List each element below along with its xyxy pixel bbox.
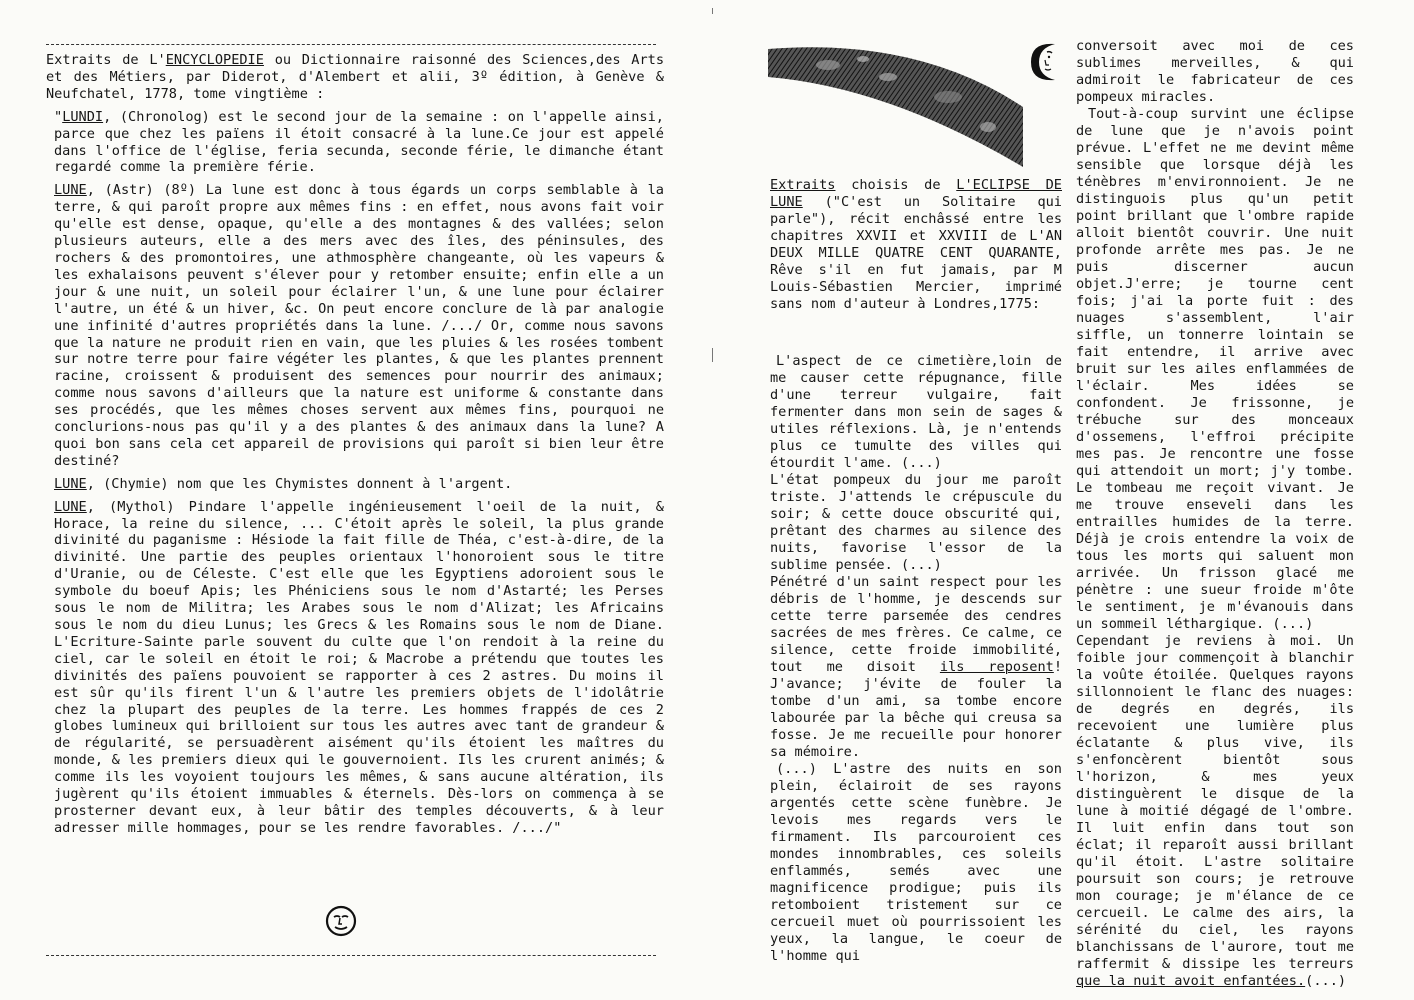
entry-term: LUNE (54, 498, 87, 515)
paragraph: L'aspect de ce cimetière,loin de me causer cette répugnance, fille d'une terreur vulgaire, fait fermenter dans mon sein de sages & utiles réflexions. Là, je n'entends plus ce tumulte des villes qui étourdit l'ame. (...) (770, 353, 1062, 471)
entry-lune-chymie: LUNE, (Chymie) nom que les Chymistes donnent à l'argent. (54, 475, 513, 492)
entry-lune-astr: LUNE, (Astr) (8º) La lune est donc à tous égards un corps semblable à la terre, & qui paroît propre aux mêmes fins : en effet, nous avons fait voir qu'elle est dense, opaque, qu'elle a des montagnes & des vallées; selon plusieurs auteurs, elle a des mers avec des îles, des péninsules, des rochers & des promontoires, une athmosphère changeante, où les vapeurs & les exhalaisons peuvent s'élever pour y retomber ensuite; enfin elle a un jour & une nuit, un soleil pour éclairer l'un, & une lune pour éclairer l'autre, un été & un hiver, &c. On peut encore conclure de là par analogie une infinité d'autres propriétés dans la lune. /.../ Or, comme nous savons que la nature ne produit rien en vain, que les pluies & les rosées tombent sur notre terre pour faire végéter les plantes, & que les plantes prennent racine, croissent & produisent des semences pour nourrir des animaux; comme nous savons d'ailleurs que la nature est uniforme & constante dans ses procédés, que les mêmes choses servent aux mêmes fins, pourquoi ne conclurions-nous pas qu'il y a des plantes & des animaux dans la lune? A quoi bon sans cela cet appareil de provisions qui paroît si bien leur être destiné? (54, 182, 664, 469)
top-rule-left (46, 44, 656, 45)
entry-term: LUNDI (62, 108, 104, 125)
entry-term: LUNE (54, 475, 87, 492)
extraits-link: Extraits (770, 177, 836, 193)
eclipse-title: L'ECLIPSE DE LUNE (770, 177, 1062, 210)
paragraph: Tout-à-coup survint une éclipse de lune que je n'avois point prévue. L'effet ne me devint même sensible que lorsque déjà les ténèbres m'environnoient. Je ne distinguois plus qu'un petit point brillant que l'ombre rapide alloit bientôt couvrir. Une nuit profonde arrête mes pas. Je ne puis discerner aucun objet.J'erre; je tourne cent fois; j'ai la porte fuit : des nuages s'assemblent, l'air siffle, un tonnerre lointain se fait entendre, il arrive avec bruit sur les ailes enflammées de l'éclair. Mes idées se confondent. Je frissonne, je trébuche sur des monceaux d'ossemens, l'effroi précipite mes pas. Je rencontre une fosse qui attendoit un mort; j'y tombe. Le tombeau me reçoit vivant. Je me trouve enseveli dans les entrailles humides de la terre. Déjà je crois entendre la voix de tous les morts qui saluent mon arrivée. Un frisson glacé me pénètre : une sueur froide m'ôte le sentiment, je m'évanouis dans un sommeil léthargique. (...) (1076, 106, 1354, 632)
encyclopedie-title: ENCYCLOPEDIE (165, 52, 264, 68)
eclipse-intro: Extraits choisis de L'ECLIPSE DE LUNE ("C'est un Solitaire qui parle"), récit enchâssé entre les chapitres XXVII et XXVIII de L'AN DEUX MILLE QUATRE CENT QUARANTE, Rêve s'il en fut jamais, par M Louis-Sébastien Mercier, imprimé sans nom d'auteur à Londres,1775: (770, 177, 1062, 312)
paragraph: (...) L'astre des nuits en son plein, éclairoit de ses rayons argentés cette scène funèbre. Je levois mes regards vers le firmament. Ils parcouroient ces mondes innombrables, ces soleils enflammés, semés avec une magnificence prodigue; puis ils retomboient tristement sur ce cercueil muet où pourrissoient les yeux, la langue, le coeur de l'homme qui (770, 761, 1062, 964)
paragraph: conversoit avec moi de ces sublimes merveilles, & qui admiroit le fabricateur de ces pompeux miracles. (1076, 38, 1354, 105)
moon-engraving-image (768, 47, 1023, 167)
margin-tick (712, 348, 713, 362)
encyclopedie-header: Extraits de L'ENCYCLOPEDIE ou Dictionnaire raisonné des Sciences,des Arts et des Métiers, par Diderot, d'Alembert et alii, 3º édition, à Genève & Neufchatel, 1778, tome vingtième : (46, 52, 665, 102)
bottom-rule-left (46, 955, 656, 956)
paragraph: Pénétré d'un saint respect pour les débris de l'homme, je descends sur cette terre parsemée des cendres sacrées de mes frères. Ce calme, ce silence, cette froide immobilité, tout me disoit ils reposent! J'avance; j'évite de fouler la tombe d'un ami, sa tombe encore labourée par la bêche qui creusa sa fosse. Je me recueille pour honorer sa mémoire. (770, 574, 1062, 760)
emphasis: que la nuit avoit enfantées. (1076, 973, 1306, 989)
crescent-drop-cap-icon (1027, 38, 1061, 86)
eclipse-column-1 (770, 177, 1062, 965)
entry-term: LUNE (54, 182, 87, 199)
entry-lune-mythol: LUNE, (Mythol) Pindare l'appelle ingénieusement l'oeil de la nuit, & Horace, la reine du silence, ... C'étoit après le soleil, la plus grande divinité du paganisme : Hésiode la fait fille de Théa, c'est-à-dire, de la divinité. Une partie des peuples orientaux l'honoroient sous le titre d'Uranie, ou de Céleste. C'est elle que les Egyptiens adoroient sous le symbole du boeuf Apis; les Phéniciens sous le nom d'Astarté; les Perses sous le nom de Militra; les Arabes sous le nom d'Alizat; les Africains sous le nom du dieu Lunus; les Grecs & les Romains sous le nom de Diane. L'Ecriture-Sainte parle souvent du culte que l'on rendoit à la reine du ciel, car le soleil en étoit le roi; & Macrobe a prétendu que toutes les divinités des païens pouvoient se rapporter à ces 2 astres. Du moins il est sûr qu'ils firent l'un & l'autre les premiers objets de l'idolâtrie chez la plupart des peuples de la terre. Les hommes frappés de ces 2 globes lumineux qui brilloient sur tous les autres avec tant de grandeur & de régularité, se persuadèrent aisément qu'ils étoient les maîtres du monde, & les premiers dieux qui le gouvernoient. Ils les crurent animés; & comme ils les voyoient toujours les mêmes, & sans aucune altération, ils jugèrent qu'ils étoient immuables & éternels. Dès-lors on commença à se prosterner devant eux, à leur bâtir des temples découverts, & à leur adresser mille hommages, pour se les rendre favorables. /.../" (54, 498, 664, 836)
encyclopedie-page (46, 52, 664, 843)
eclipse-column-2 (1076, 38, 1354, 990)
moon-face-icon (325, 905, 357, 937)
entry-lundi: "LUNDI, (Chronolog) est le second jour de la semaine : on l'appelle ainsi, parce que chez les païens il étoit consacré à la lune.Ce jour est appelé dans l'office de l'église, feria secunda, seconde férie, le dimanche étant regardé comme la première férie. (54, 108, 664, 176)
paragraph: Cependant je reviens à moi. Un foible jour commençoit à blanchir la voûte étoilée. Quelques rayons sillonnoient le flanc des nuages: de degrés en degrés, ils recevoient une lumière plus éclatante & plus vive, ils s'enfoncèrent bientôt sous l'horizon, & mes yeux distinguèrent le disque de la lune à moitié dégagé de l'ombre. Il luit enfin dans tout son éclat; il reparoît aussi brillant qu'il étoit. L'astre solitaire poursuit son cours; je retrouve mon courage; je m'élance de ce cercueil. Le calme des airs, la sérénité du ciel, les rayons blanchissans de l'aurore, tout me raffermit & dissipe les terreurs que la nuit avoit enfantées.(...) (1076, 633, 1354, 989)
paragraph: L'état pompeux du jour me paroît triste. J'attends le crépuscule du soir; & cette douce obscurité qui, prêtant des charmes au silence des nuits, favorise l'essor de la sublime pensée. (...) (770, 472, 1062, 573)
emphasis: ils reposent (939, 659, 1054, 675)
margin-tick (712, 8, 713, 14)
